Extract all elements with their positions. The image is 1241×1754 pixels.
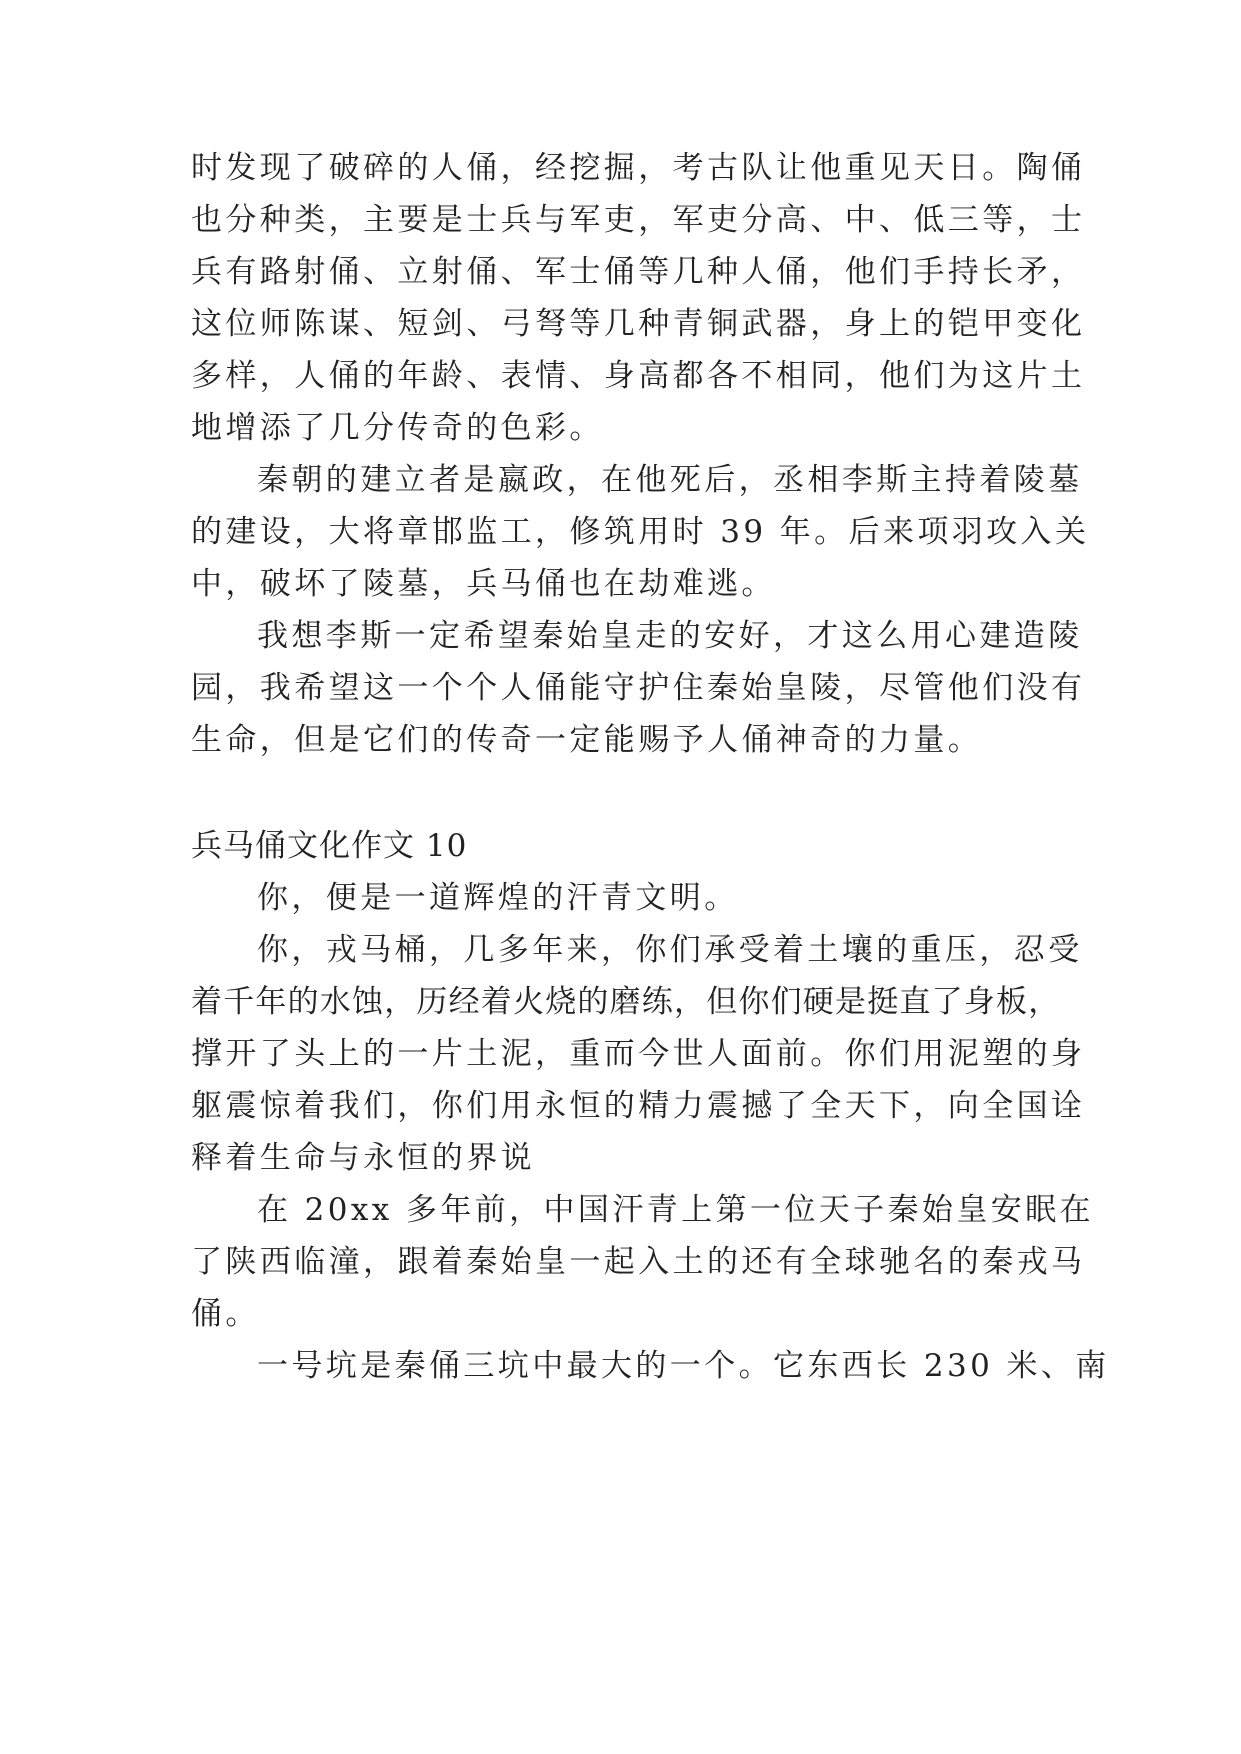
text-line: 你，戎马桶，几多年来，你们承受着土壤的重压，忍受 <box>257 932 1083 968</box>
text-line: 了陕西临潼，跟着秦始皇一起入土的还有全球驰名的秦戎马 <box>191 1244 1086 1280</box>
text-line: 生命，但是它们的传奇一定能赐予人俑神奇的力量。 <box>191 722 983 758</box>
text-line: 你，便是一道辉煌的汗青文明。 <box>257 880 739 916</box>
text-line: 躯震惊着我们，你们用永恒的精力震撼了全天下，向全国诠 <box>191 1088 1086 1124</box>
text-line: 多样，人俑的年龄、表情、身高都各不相同，他们为这片土 <box>191 358 1086 394</box>
text-line: 在 20xx 多年前，中国汗青上第一位天子秦始皇安眠在 <box>257 1192 1094 1228</box>
text-line: 也分种类，主要是士兵与军吏，军吏分高、中、低三等，士 <box>191 202 1086 238</box>
text-line: 这位师陈谋、短剑、弓弩等几种青铜武器，身上的铠甲变化 <box>191 306 1086 342</box>
text-line: 的建设，大将章邯监工，修筑用时 39 年。后来项羽攻入关 <box>191 514 1090 550</box>
section-heading: 兵马俑文化作文 10 <box>191 828 468 864</box>
text-line: 一号坑是秦俑三坑中最大的一个。它东西长 230 米、南 <box>257 1348 1110 1384</box>
text-line: 兵有路射俑、立射俑、军士俑等几种人俑，他们手持长矛， <box>191 254 1086 290</box>
text-line: 着千年的水蚀，历经着火烧的磨练，但你们硬是挺直了身板， <box>191 984 1061 1020</box>
text-line: 时发现了破碎的人俑，经挖掘，考古队让他重见天日。陶俑 <box>191 150 1086 186</box>
text-line: 释着生命与永恒的界说 <box>191 1140 535 1176</box>
text-line: 撑开了头上的一片土泥，重而今世人面前。你们用泥塑的身 <box>191 1036 1086 1072</box>
text-line: 秦朝的建立者是嬴政，在他死后，丞相李斯主持着陵墓 <box>257 462 1083 498</box>
text-line: 地增添了几分传奇的色彩。 <box>191 410 604 446</box>
text-line: 俑。 <box>191 1296 260 1332</box>
text-line: 园，我希望这一个个人俑能守护住秦始皇陵，尽管他们没有 <box>191 670 1086 706</box>
text-line: 我想李斯一定希望秦始皇走的安好，才这么用心建造陵 <box>257 618 1083 654</box>
text-line: 中，破坏了陵墓，兵马俑也在劫难逃。 <box>191 566 776 602</box>
